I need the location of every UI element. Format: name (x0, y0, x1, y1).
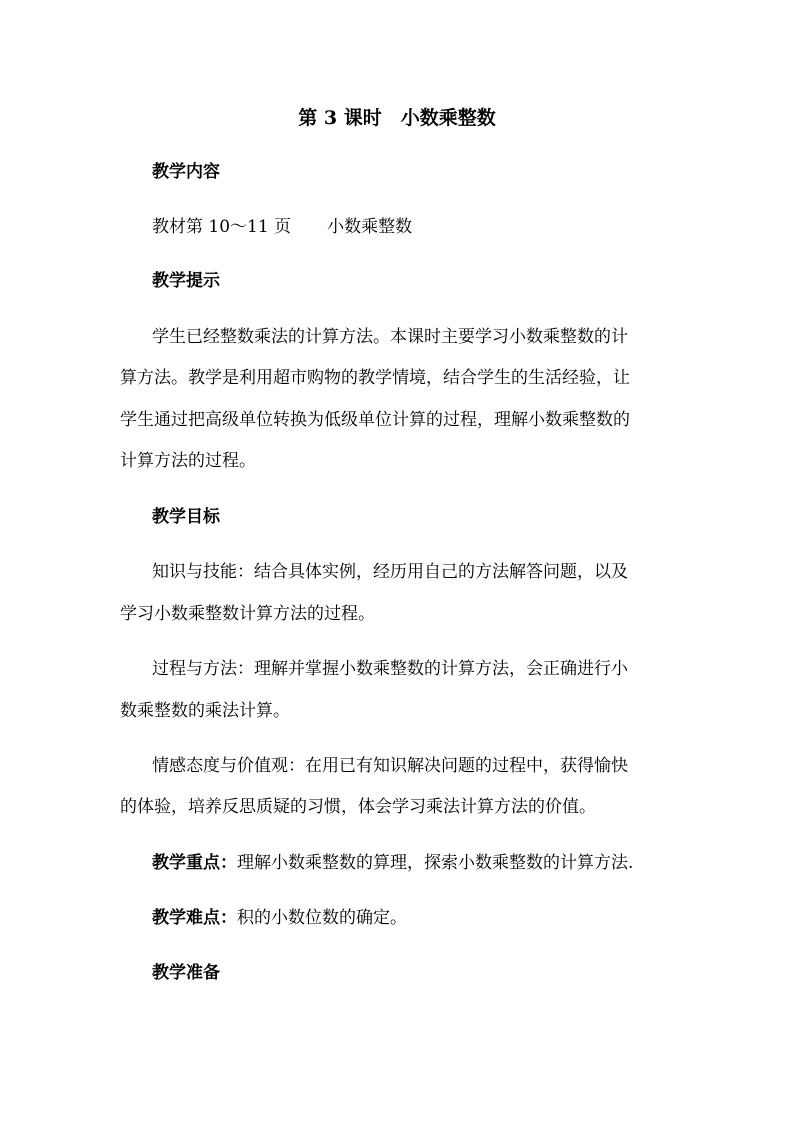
paragraph-line: 情感态度与价值观：在用已有知识解决问题的过程中，获得愉快 (152, 756, 628, 776)
content-text-topic: 小数乘整数 (327, 217, 413, 237)
paragraph-line: 知识与技能：结合具体实例，经历用自己的方法解答问题，以及 (152, 562, 628, 582)
paragraph-line: 算方法。教学是利用超市购物的教学情境，结合学生的生活经验，让 (120, 368, 630, 388)
content-text-pages: 教材第 10～11 页 (152, 217, 292, 237)
paragraph-line: 数乘整数的乘法计算。 (120, 701, 290, 721)
content-text (152, 215, 722, 239)
paragraph-line: 过程与方法：理解并掌握小数乘整数的计算方法，会正确进行小 (152, 659, 628, 679)
key-point-text: 理解小数乘整数的算理，探索小数乘整数的计算方法. (237, 853, 634, 873)
paragraph-line: 的体验，培养反思质疑的习惯，体会学习乘法计算方法的价值。 (120, 797, 596, 817)
page-title: 第 3 课时 小数乘整数 (298, 107, 496, 129)
paragraph-line: 学生已经整数乘法的计算方法。本课时主要学习小数乘整数的计 (152, 327, 628, 347)
section-heading-goals: 教学目标 (152, 507, 220, 527)
difficulty-text: 积的小数位数的确定。 (237, 908, 407, 928)
section-heading-content: 教学内容 (152, 162, 220, 182)
key-point (152, 851, 722, 875)
paragraph-line: 计算方法的过程。 (120, 451, 256, 471)
difficulty-label: 教学难点： (152, 908, 237, 928)
section-heading-prep: 教学准备 (152, 963, 220, 983)
difficulty-point (152, 906, 722, 930)
section-heading-hint: 教学提示 (152, 271, 220, 291)
paragraph-line: 学习小数乘整数计算方法的过程。 (120, 604, 375, 624)
paragraph-line: 学生通过把高级单位转换为低级单位计算的过程，理解小数乘整数的 (120, 410, 630, 430)
key-point-label: 教学重点： (152, 853, 237, 873)
